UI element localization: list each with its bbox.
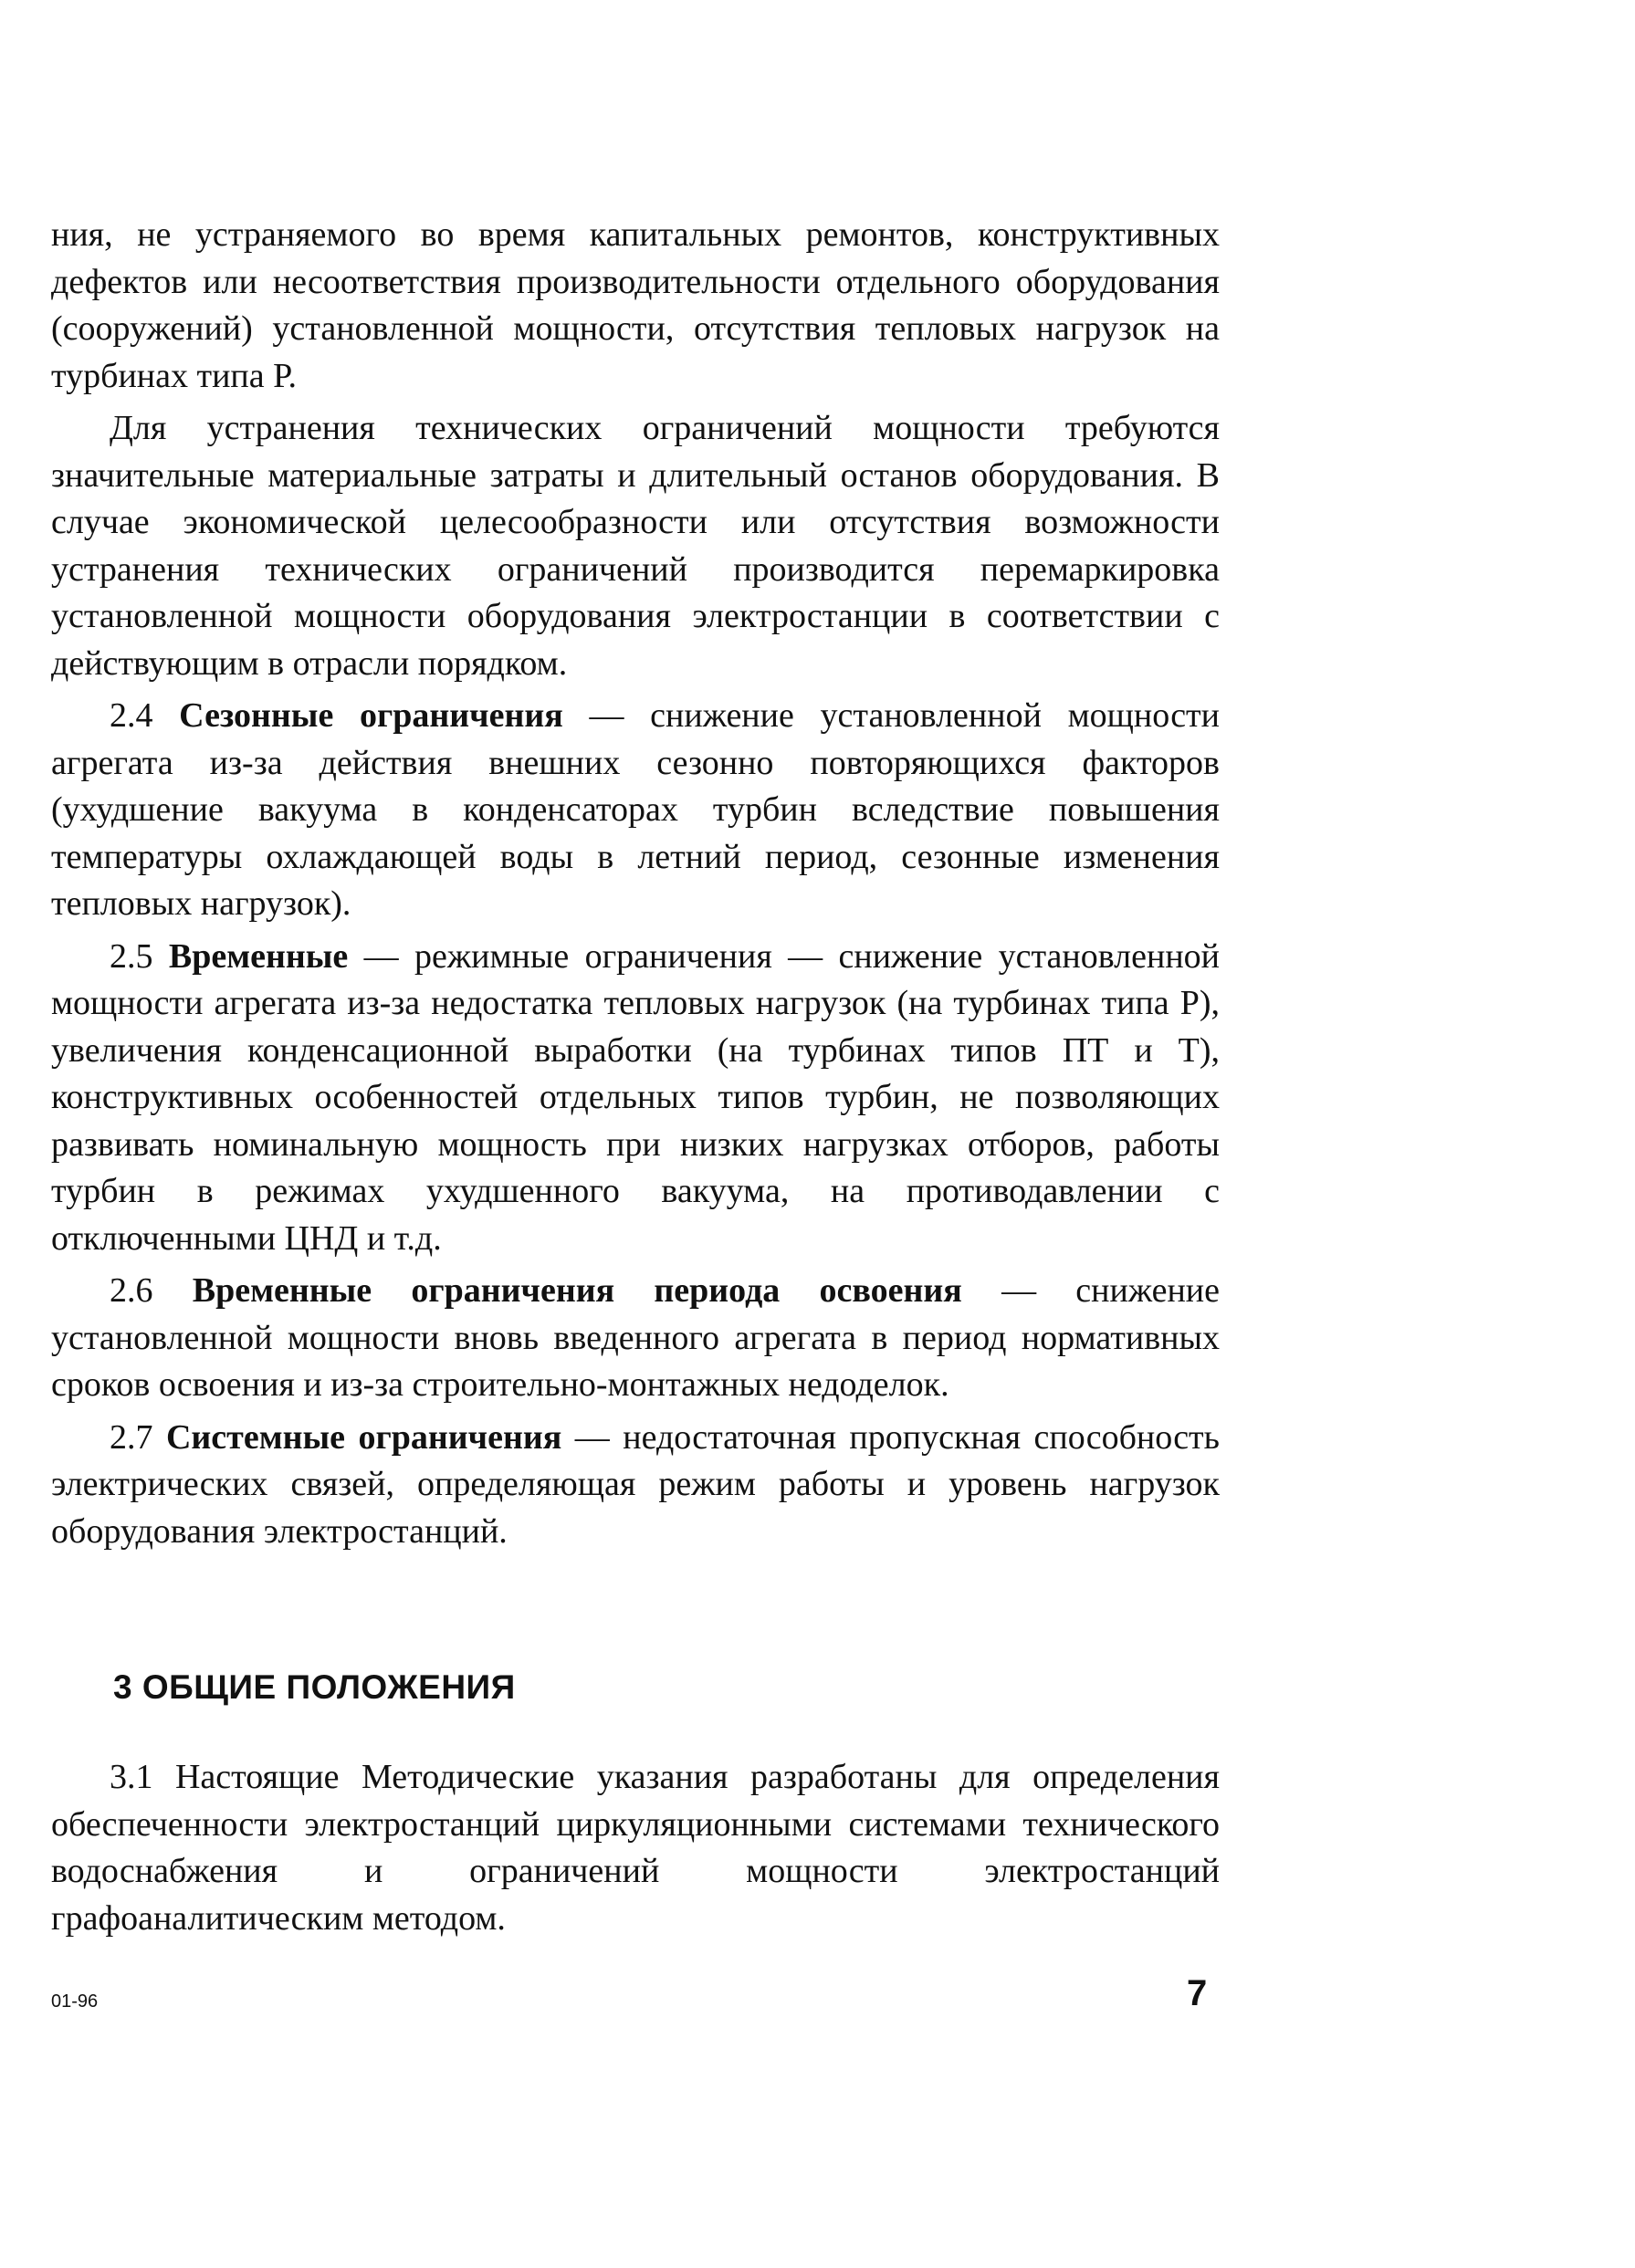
- term-seasonal-limits: Сезонные ограничения: [179, 696, 563, 735]
- term-temporary-commissioning-limits: Временные ограничения периода освоения: [192, 1271, 962, 1310]
- paragraph-2-7: [51, 1415, 1220, 1556]
- clause-number: 2.6: [110, 1271, 193, 1310]
- term-temporary: Временные: [168, 936, 349, 976]
- paragraph-2-4: [51, 693, 1220, 928]
- definition-text: — режимные ограничения — снижение установленной мощности агрегата из-за недостатка тепловых нагрузок (на турбинах типа Р), увеличения конденсационной выработки (на турбинах типов ПТ и Т), конструктивных особенностей отдельных типов турбин, не позволяющих развивать номинальную мощность при низких нагрузках отборов, работы турбин в режимах ухудшенного вакуума, на противодавлении с отключенными ЦНД и т.д.: [51, 936, 1220, 1258]
- footer-code: 01-96: [51, 1991, 99, 2012]
- paragraph-2-5: [51, 934, 1220, 1263]
- definition-text: — снижение установленной мощности вновь введенного агрегата в период нормативных сроков освоения и из-за строительно-монтажных недоделок.: [51, 1271, 1220, 1404]
- clause-number: 2.4: [110, 696, 180, 735]
- clause-number: 2.5: [110, 936, 169, 976]
- section-heading: 3 ОБЩИЕ ПОЛОЖЕНИЯ: [113, 1668, 516, 1706]
- body-text: [51, 212, 1220, 1561]
- paragraph-continuation: ния, не устраняемого во время капитальных ремонтов, конструктивных дефектов или несоответствия производительности отдельного оборудования (сооружений) установленной мощности, отсутствия тепловых нагрузок на турбинах типа Р.: [51, 215, 1220, 395]
- paragraph-2-6: [51, 1268, 1220, 1409]
- term-system-limits: Системные ограничения: [165, 1417, 562, 1457]
- definition-text: — снижение установленной мощности агрегата из-за действия внешних сезонно повторяющихся факторов (ухудшение вакуума в конденсаторах турбин вследствие повышения температуры охлаждающей воды в летний период, сезонные изменения тепловых нагрузок).: [51, 696, 1221, 923]
- page-number: 7: [1187, 1973, 1208, 2013]
- section-3-text: [51, 1754, 1220, 1942]
- paragraph-3-1: 3.1 Настоящие Методические указания разработаны для определения обеспеченности электростанций циркуляционными системами технического водоснабжения и ограничений мощности электростанций графоаналитическим методом.: [51, 1758, 1220, 1938]
- definition-text: — недостаточная пропускная способность электрических связей, определяющая режим работы и уровень нагрузок оборудования электростанций.: [51, 1417, 1220, 1551]
- clause-number: 2.7: [110, 1417, 166, 1457]
- paragraph-technical-limits: Для устранения технических ограничений мощности требуются значительные материальные затраты и длительный останов оборудования. В случае экономической целесообразности или отсутствия возможности устранения технических ограничений производится перемаркировка установленной мощности оборудования электростанции в соответствии с действующим в отрасли порядком.: [51, 409, 1220, 683]
